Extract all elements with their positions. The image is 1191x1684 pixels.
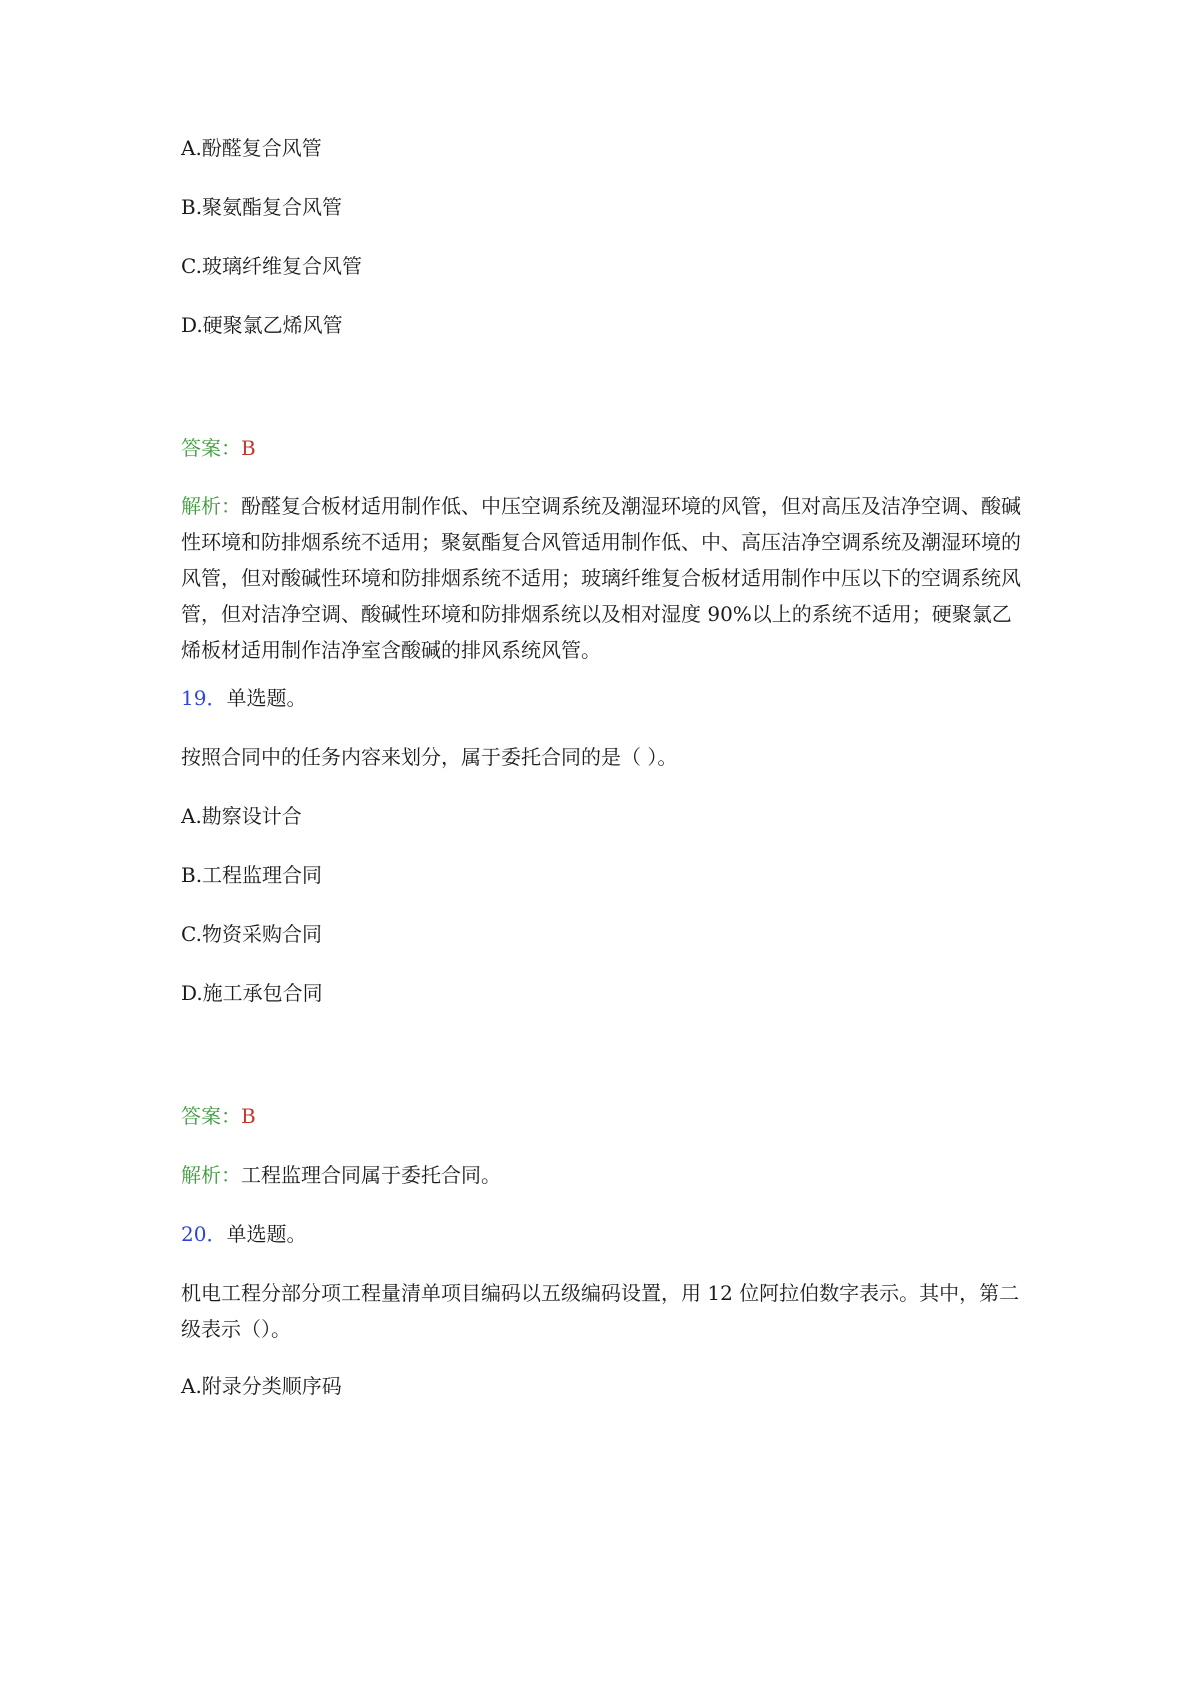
q19-option-c: C.物资采购合同 [181, 922, 322, 946]
q18-option-d: D.硬聚氯乙烯风管 [181, 313, 343, 337]
q18-analysis [181, 488, 1021, 668]
answer-value: B [241, 436, 256, 460]
q19-header [181, 686, 306, 710]
q19-answer [181, 1104, 256, 1128]
analysis-label: 解析： [181, 1163, 241, 1187]
analysis-text: 工程监理合同属于委托合同。 [241, 1163, 501, 1187]
q19-option-b: B.工程监理合同 [181, 863, 323, 887]
question-number: 20． [181, 1222, 227, 1246]
q18-answer [181, 436, 256, 460]
q18-option-a: A.酚醛复合风管 [181, 136, 322, 160]
q20-question: 机电工程分部分项工程量清单项目编码以五级编码设置，用 12 位阿拉伯数字表示。其中，第二级表示（）。 [181, 1281, 1020, 1341]
analysis-label: 解析： [181, 494, 241, 518]
answer-value: B [241, 1104, 256, 1128]
q20-header [181, 1222, 306, 1246]
q19-question: 按照合同中的任务内容来划分，属于委托合同的是（ ）。 [181, 745, 678, 769]
q19-analysis [181, 1163, 501, 1187]
q20-option-a: A.附录分类顺序码 [181, 1374, 342, 1398]
answer-label: 答案： [181, 1104, 241, 1128]
q18-option-c: C.玻璃纤维复合风管 [181, 254, 362, 278]
analysis-text: 酚醛复合板材适用制作低、中压空调系统及潮湿环境的风管，但对高压及洁净空调、酸碱性环境和防排烟系统不适用；聚氨酯复合风管适用制作低、中、高压洁净空调系统及潮湿环境的风管，但对酸碱性环境和防排烟系统不适用；玻璃纤维复合板材适用制作中压以下的空调系统风管，但对洁净空调、酸碱性环境和防排烟系统以及相对湿度 90%以上的系统不适用；硬聚氯乙烯板材适用制作洁净室含酸碱的排风系统风管。 [181, 494, 1021, 662]
question-type: 单选题。 [226, 1222, 307, 1246]
answer-label: 答案： [181, 436, 241, 460]
q19-option-a: A.勘察设计合 [181, 804, 302, 828]
q19-option-d: D.施工承包合同 [181, 981, 323, 1005]
question-type: 单选题。 [226, 686, 307, 710]
q18-option-b: B.聚氨酯复合风管 [181, 195, 343, 219]
question-number: 19． [181, 686, 227, 710]
